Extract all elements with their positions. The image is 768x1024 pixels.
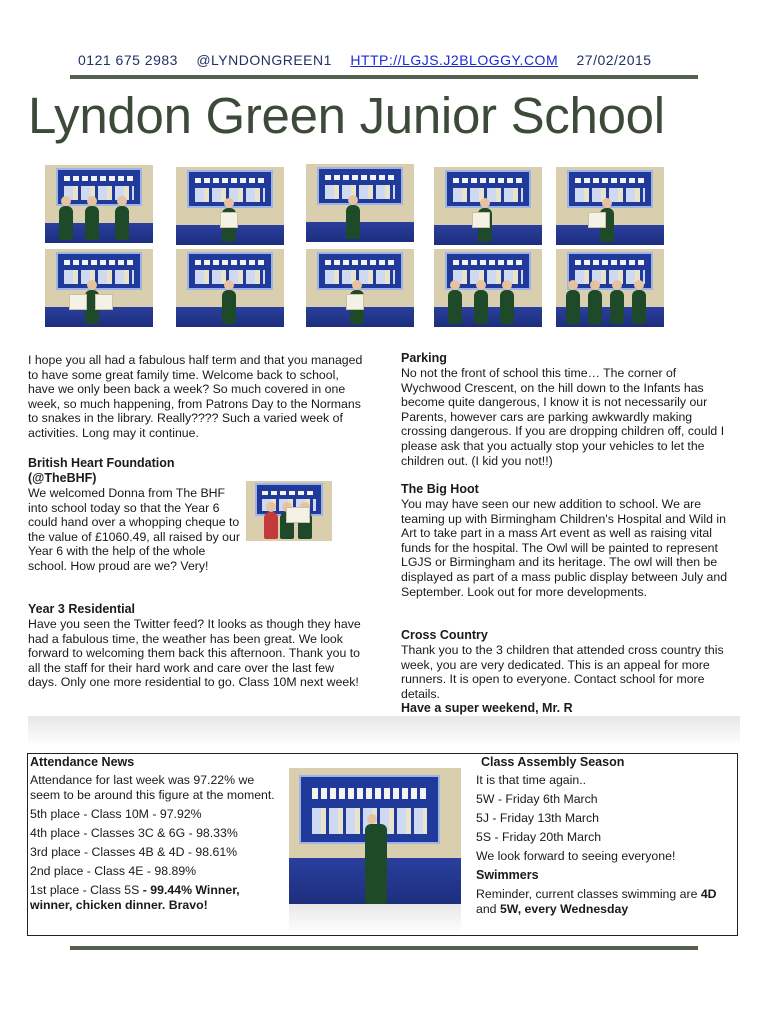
photo-pupils-1 <box>45 165 153 243</box>
year3-paragraph <box>28 617 364 690</box>
section-shadow <box>28 716 740 746</box>
swimmers-class-1: 4D <box>700 887 717 901</box>
cross-country-heading: Cross Country <box>401 628 488 642</box>
photo-pupils-2 <box>176 167 284 245</box>
year3-heading: Year 3 Residential <box>28 602 136 616</box>
attendance-list <box>30 773 280 917</box>
assembly-heading: Class Assembly Season <box>481 755 625 769</box>
assembly-list <box>476 773 734 921</box>
photo-pupil-board <box>289 768 461 934</box>
attendance-winner-bold: - 99.44% Winner, winner, chicken dinner. Bravo! <box>30 883 240 912</box>
twitter-handle: @LYNDONGREEN1 <box>196 52 332 68</box>
cross-country-paragraph <box>401 643 735 701</box>
attendance-line: 3rd place - Classes 4B & 4D - 98.61% <box>30 845 238 859</box>
bhf-heading-title: British Heart Foundation <box>28 456 175 470</box>
cross-country-text: Thank you to the 3 children that attended cross country this week, you are very dedicated. This is an appeal for more runners. It is open to everyone. Contact school for more details. <box>401 643 724 701</box>
swimmers-mid: and <box>476 902 500 916</box>
photo-pupils-7 <box>176 249 284 327</box>
parking-text: No not the front of school this time… The corner of Wychwood Crescent, on the hill down to the Infants has become quite dangerous, I know it is not necessarily our Parents, however cars are parking awkwardly making crossing dangerous. If you are dropping children off, could I please ask that you actually stop your vehicles to let the children out. (I kid you not!!) <box>401 366 725 468</box>
bhf-heading-handle: (@TheBHF) <box>28 470 97 485</box>
attendance-heading: Attendance News <box>30 755 135 769</box>
issue-date: 27/02/2015 <box>576 52 652 68</box>
footer-divider <box>70 946 698 950</box>
phone-number: 0121 675 2983 <box>78 52 178 68</box>
header-divider <box>70 75 698 79</box>
assembly-date: 5W - Friday 6th March <box>476 792 598 806</box>
big-hoot-text: You may have seen our new addition to school. We are teaming up with Birmingham Children's Hospital and Wild in Art to take part in a mass Art event as well as raising vital funds for the hospital. The Owl will be painted to represent LGJS or Birmingham and its heritage. The owl will then be displayed as part of a mass public display between July and September. Look out for more developments. <box>401 497 728 599</box>
attendance-winner-prefix: 1st place - Class 5S <box>30 883 143 897</box>
assembly-intro: It is that time again.. <box>476 773 587 787</box>
photo-pupils-4 <box>434 167 542 245</box>
big-hoot-paragraph <box>401 497 735 599</box>
big-hoot-heading: The Big Hoot <box>401 482 479 496</box>
photo-pupils-9 <box>434 249 542 327</box>
signoff: Have a super weekend, Mr. R <box>401 701 573 715</box>
assembly-date: 5J - Friday 13th March <box>476 811 600 825</box>
intro-text: I hope you all had a fabulous half term and that you managed to have some great family time. Welcome back to school, have we only been back a week? So much covered in one week, so much happening, from Patrons Day to the Normans to snakes in the library. Really???? Such a varied week of activities. Long may it continue. <box>28 353 363 440</box>
swimmers-prefix: Reminder, current classes swimming are <box>476 887 701 901</box>
parking-paragraph <box>401 366 733 468</box>
attendance-line: 2nd place - Class 4E - 98.89% <box>30 864 197 878</box>
swimmers-heading: Swimmers <box>476 868 539 882</box>
intro-paragraph <box>28 353 366 441</box>
attendance-intro: Attendance for last week was 97.22% we seem to be around this figure at the moment. <box>30 773 275 802</box>
photo-pupils-10 <box>556 249 664 327</box>
photo-pupils-8 <box>306 249 414 327</box>
attendance-line: 4th place - Classes 3C & 6G - 98.33% <box>30 826 238 840</box>
bhf-paragraph <box>28 486 346 574</box>
photo-pupils-5 <box>556 167 664 245</box>
assembly-date: 5S - Friday 20th March <box>476 830 602 844</box>
photo-pupils-6 <box>45 249 153 327</box>
attendance-winner <box>30 883 280 913</box>
bhf-text: We welcomed Donna from The BHF into school today so that the Year 6 could hand over a whopping cheque to the value of £1060.49, all raised by our Year 6 with the help of the whole school. How proud are we? Very! <box>28 486 240 573</box>
photo-pupils-3 <box>306 164 414 242</box>
swimmers-class-2: 5W, every Wednesday <box>499 902 629 916</box>
assembly-outro: We look forward to seeing everyone! <box>476 849 676 863</box>
attendance-line: 5th place - Class 10M - 97.92% <box>30 807 202 821</box>
parking-heading: Parking <box>401 351 447 365</box>
year3-text: Have you seen the Twitter feed? It looks as though they have had a fabulous time, the weather has been great. We look forward to welcoming them back this afternoon. Thank you to all the staff for their hard work and care over the last few days. Only one more residential to go. Class 10M next week! <box>28 617 361 690</box>
page-title: Lyndon Green Junior School <box>28 87 665 144</box>
swimmers-text <box>476 887 734 917</box>
website-link[interactable]: HTTP://LGJS.J2BLOGGY.COM <box>350 52 559 68</box>
contact-bar <box>78 52 698 68</box>
